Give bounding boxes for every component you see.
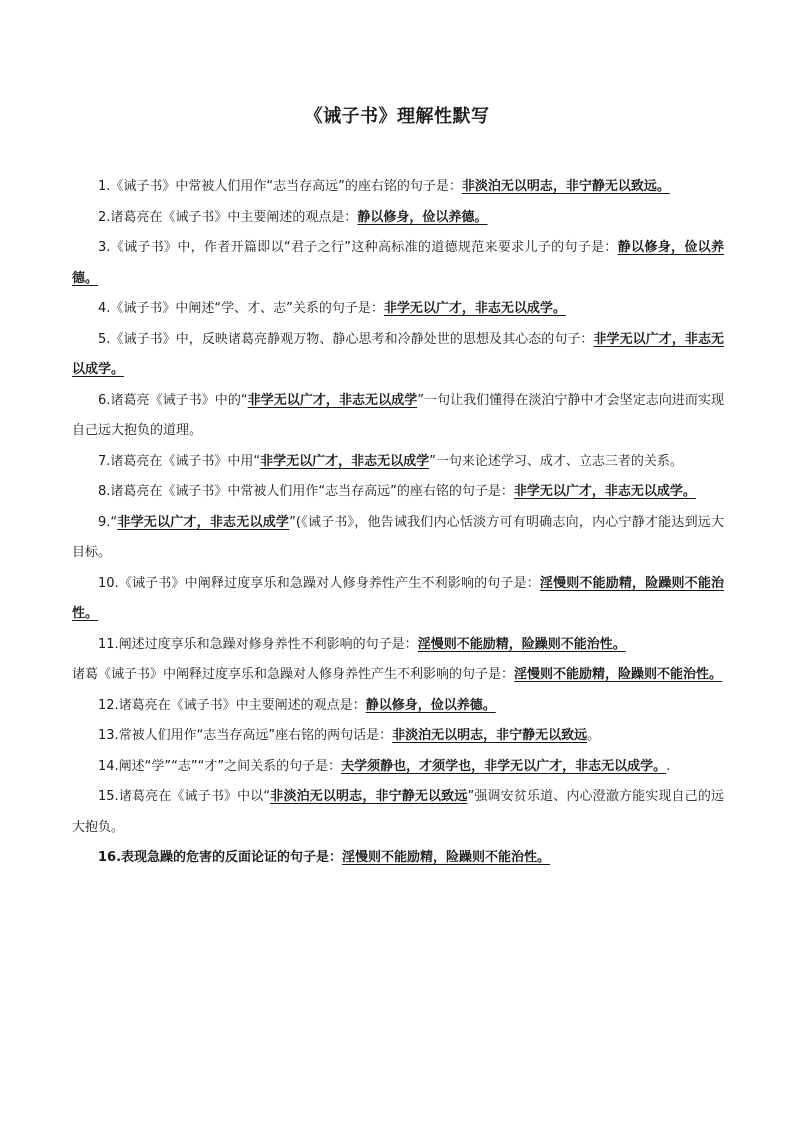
question-text: 1.《诫子书》中常被人们用作“志当存高远”的座右铭的句子是： [98, 179, 462, 194]
question-item [72, 294, 724, 325]
question-item [72, 233, 724, 294]
question-item [72, 386, 724, 447]
question-text: 7.诸葛亮在《诫子书》中用“ [98, 453, 261, 469]
question-item [72, 569, 724, 630]
question-text-tail: ”强调安贫乐道、内心澄澈方能实现自己的远大抱负。 [72, 789, 724, 835]
question-text-tail: . [666, 758, 671, 774]
question-text: 4.《诫子书》中阐述“学、才、志”关系的句子是： [98, 301, 384, 316]
question-item [72, 172, 724, 203]
question-item [72, 721, 724, 752]
answer-text: 非学无以广才，非志无以成学。 [513, 484, 696, 499]
answer-text: 非淡泊无以明志，非宁静无以致远 [270, 789, 468, 804]
question-text: 14.阐述“学”“志”“才”之间关系的句子是： [98, 758, 342, 774]
answer-text: 非淡泊无以明志，非宁静无以致远。 [461, 179, 670, 194]
question-item [72, 508, 724, 569]
question-item [72, 691, 724, 722]
question-text: 5.《诫子书》中，反映诸葛亮静观万物、静心思考和冷静处世的思想及其心态的句子： [98, 331, 594, 347]
answer-text: 非学无以广才，非志无以成学。 [383, 301, 566, 316]
question-text: 15.诸葛亮在《诫子书》中以“ [98, 789, 271, 804]
question-item [72, 843, 724, 874]
question-text: 12.诸葛亮在《诫子书》中主要阐述的观点是： [98, 697, 366, 713]
answer-text: 非学无以广才，非志无以成学 [260, 453, 430, 469]
answer-text: 非学无以广才，非志无以成学。 [72, 331, 724, 377]
answer-text: 淫慢则不能励精，险躁则不能治性。 [342, 850, 551, 865]
answer-text: 静以修身，俭以养德。 [365, 697, 496, 713]
question-text: 3.《诫子书》中，作者开篇即以“君子之行”这种高标准的道德规范来要求儿子的句子是： [98, 240, 618, 255]
question-item [72, 325, 724, 386]
question-item [72, 447, 724, 478]
question-text-tail: ”(《诫子书》，他告诫我们内心恬淡方可有明确志向，内心宁静才能达到远大目标。 [72, 514, 724, 560]
question-text: 13.常被人们用作“志当存高远”座右铭的两句话是： [98, 728, 393, 743]
question-text: 8.诸葛亮在《诫子书》中常被人们用作“志当存高远”的座右铭的句子是： [98, 484, 514, 499]
question-text: 诸葛《诫子书》中阐释过度享乐和急躁对人修身养性产生不利影响的句子是： [72, 667, 515, 682]
answer-text: 淫慢则不能励精，险躁则不能治性。 [514, 667, 723, 682]
question-item [72, 660, 724, 691]
question-list [72, 172, 724, 874]
question-item [72, 630, 724, 661]
question-text: 2.诸葛亮在《诫子书》中主要阐述的观点是： [98, 209, 358, 225]
question-text-tail: ”一句让我们懂得在淡泊宁静中才会坚定志向进而实现自己远大抱负的道理。 [72, 392, 724, 438]
question-text-tail: 。 [587, 728, 601, 743]
question-text: 11.阐述过度享乐和急躁对修身养性不利影响的句子是： [98, 636, 418, 652]
answer-text: 非学无以广才，非志无以成学 [247, 392, 418, 408]
question-text: 16.表现急躁的危害的反面论证的句子是： [98, 850, 343, 865]
question-item [72, 782, 724, 843]
answer-text: 非淡泊无以明志，非宁静无以致远 [392, 728, 588, 743]
question-text: 10.《诫子书》中阐释过度享乐和急躁对人修身养性产生不利影响的句子是： [98, 575, 540, 591]
document-title: 《诫子书》理解性默写 [304, 106, 490, 127]
answer-text: 静以修身，俭以养德。 [72, 240, 724, 286]
question-text-tail: ”一句来论述学习、成才、立志三者的关系。 [429, 453, 683, 469]
question-item [72, 752, 724, 783]
question-item [72, 203, 724, 234]
answer-text: 非学无以广才，非志无以成学 [117, 514, 290, 530]
answer-text: 夫学须静也，才须学也，非学无以广才，非志无以成学。 [341, 758, 667, 774]
question-text: 9.“ [98, 514, 118, 530]
question-text: 6.诸葛亮《诫子书》中的“ [98, 392, 248, 408]
answer-text: 淫慢则不能励精，险躁则不能治性。 [72, 575, 724, 621]
answer-text: 静以修身，俭以养德。 [357, 209, 488, 225]
question-item [72, 477, 724, 508]
answer-text: 淫慢则不能励精，险躁则不能治性。 [417, 636, 626, 652]
